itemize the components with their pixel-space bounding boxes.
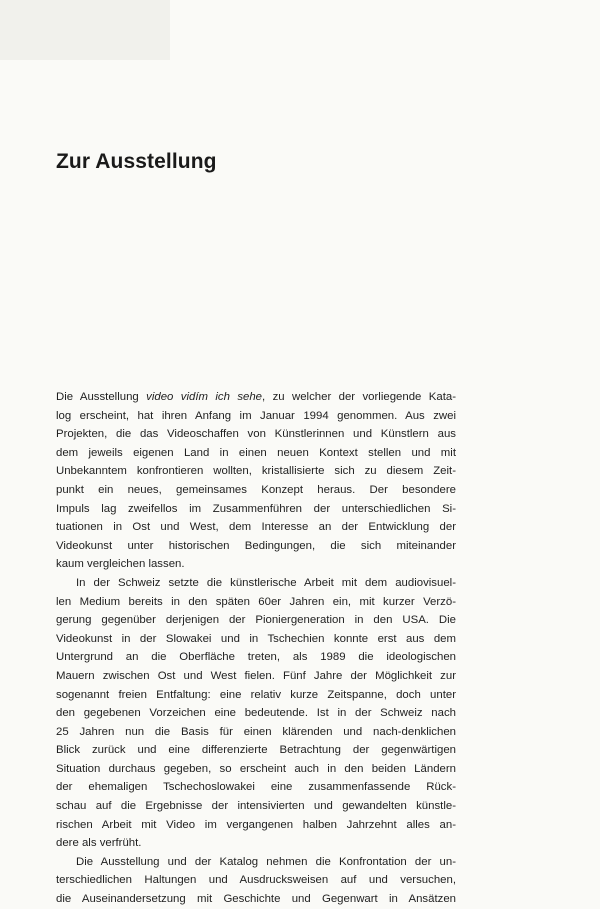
text-line: gerung gegenüber derjenigen der Pioniergeneration in den USA. Die bbox=[56, 614, 456, 627]
text-line: den gegebenen Vorzeichen eine bedeutende. Ist in der Schweiz nach bbox=[56, 707, 456, 720]
text-line: kaum vergleichen lassen. bbox=[56, 558, 185, 571]
paragraph-2 bbox=[56, 574, 456, 853]
text-line: Unbekanntem konfrontieren wollten, kristallisierte sich zu diesem Zeit- bbox=[56, 465, 456, 478]
text-line: terschiedlichen Haltungen und Ausdrucksweisen auf und versuchen, bbox=[56, 874, 456, 887]
text-line: Projekten, die das Videoschaffen von Künstlerinnen und Künstlern aus bbox=[56, 428, 456, 441]
text-line: Impuls lag zweifellos im Zusammenführen der unterschiedlichen Si- bbox=[56, 502, 456, 515]
text-line: schau auf die Ergebnisse der intensivierten und gewandelten künstle- bbox=[56, 800, 456, 813]
text-run: Die Ausstellung bbox=[56, 391, 147, 403]
text-line: len Medium bereits in den späten 60er Jahren ein, mit kurzer Verzö- bbox=[56, 595, 456, 608]
text-line: Mauern zwischen Ost und West fielen. Fünf Jahre der Möglichkeit zur bbox=[56, 669, 456, 682]
text-line: In der Schweiz setzte die künstlerische Arbeit mit dem audiovisuel- bbox=[76, 576, 456, 589]
text-line: 25 Jahren nun die Basis für einen klärenden und nach-denklichen bbox=[56, 725, 456, 738]
text-line: Situation durchaus gegeben, so erscheint auch in den beiden Ländern bbox=[56, 762, 456, 775]
text-line: Blick zurück und eine differenzierte Betrachtung der gegenwärtigen bbox=[56, 744, 456, 757]
text-line: log erscheint, hat ihren Anfang im Januar 1994 genommen. Aus zwei bbox=[56, 409, 456, 422]
paragraph-3 bbox=[56, 853, 456, 909]
text-line: Videokunst in der Slowakei und in Tschechien konnte erst aus dem bbox=[56, 632, 456, 645]
paragraph-1 bbox=[56, 388, 456, 574]
text-line: sogenannt freien Entfaltung: eine relativ kurze Zeitspanne, doch unter bbox=[56, 688, 456, 701]
page-title: Zur Ausstellung bbox=[56, 150, 217, 173]
text-line: dem jeweils eigenen Land in einen neuen Kontext stellen und mit bbox=[56, 446, 456, 459]
scan-shadow bbox=[0, 0, 170, 60]
text-line: die Auseinandersetzung mit Geschichte und Gegenwart in Ansätzen bbox=[56, 893, 456, 906]
text-line: tuationen in Ost und West, dem Interesse an der Entwicklung der bbox=[56, 521, 456, 534]
text-line: Untergrund an die Oberfläche treten, als 1989 die ideologischen bbox=[56, 651, 456, 664]
text-line: Die Ausstellung und der Katalog nehmen die Konfrontation der un- bbox=[76, 855, 456, 868]
body-text bbox=[56, 388, 456, 909]
text-line: der ehemaligen Tschechoslowakei eine zusammenfassende Rück- bbox=[56, 781, 456, 794]
text-line bbox=[56, 388, 456, 407]
exhibition-title: video vidím ich sehe bbox=[146, 391, 263, 403]
text-line: dere als verfrüht. bbox=[56, 837, 142, 850]
text-line: punkt ein neues, gemeinsames Konzept heraus. Der besondere bbox=[56, 483, 456, 496]
text-run: , zu welcher der vorliegende Kata- bbox=[262, 391, 456, 403]
text-line: rischen Arbeit mit Video im vergangenen halben Jahrzehnt alles an- bbox=[56, 818, 456, 831]
text-line: Videokunst unter historischen Bedingungen, die sich miteinander bbox=[56, 539, 456, 552]
